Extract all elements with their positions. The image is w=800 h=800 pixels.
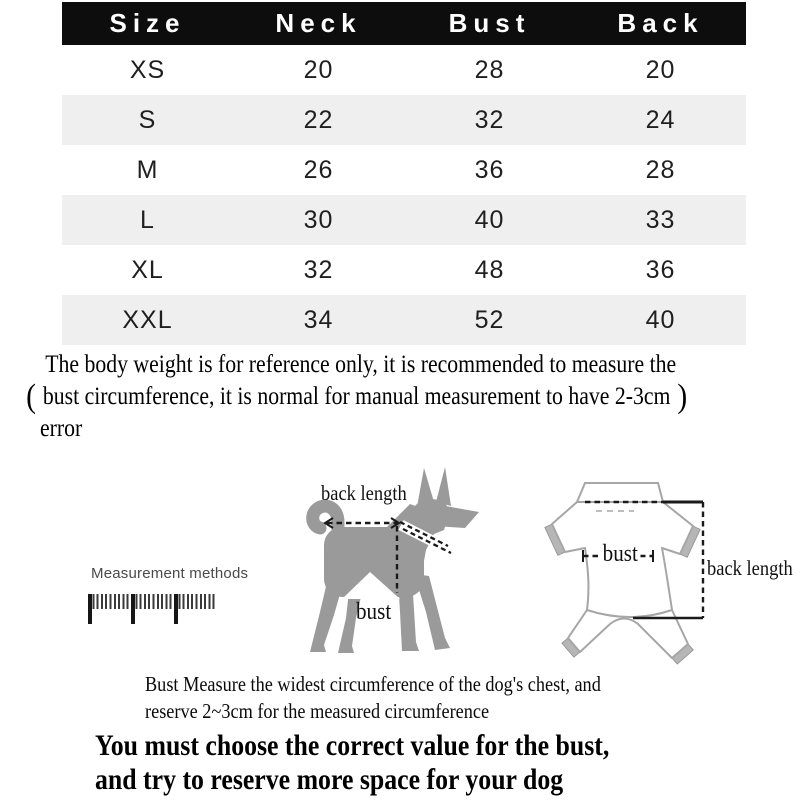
garment-bust-label: bust [600, 541, 640, 568]
bust-cell: 28 [474, 55, 505, 84]
header-back: Back [617, 8, 704, 38]
neck-cell: 34 [303, 305, 334, 334]
dog-bust-label: bust [356, 599, 392, 625]
note-line-2-text: bust circumference, it is normal for manual measurement to have 2-3cm [42, 383, 671, 410]
neck-cell: 20 [303, 55, 334, 84]
table-row-m [62, 145, 746, 195]
table-row-xxl [62, 295, 746, 345]
size-cell: M [136, 155, 159, 184]
note-line-3: error [40, 415, 83, 442]
size-cell: L [140, 205, 155, 234]
warning-line-2: and try to reserve more space for your dog [95, 763, 564, 796]
close-paren: ) [677, 378, 688, 415]
table-row-xl [62, 245, 746, 295]
header-bust: Bust [448, 8, 531, 38]
neck-cell: 26 [303, 155, 334, 184]
table-row-xs [62, 45, 746, 95]
note-line-2 [0, 378, 696, 415]
open-paren: ( [26, 378, 36, 415]
back-cell: 40 [645, 305, 676, 334]
garment-back-length-label: back length [707, 556, 793, 580]
ruler-icon [88, 594, 216, 624]
note-line-1: The body weight is for reference only, it is recommended to measure the [45, 351, 677, 378]
reference-note [0, 349, 800, 445]
size-cell: XS [129, 55, 166, 84]
bust-cell: 48 [474, 255, 505, 284]
back-cell: 36 [645, 255, 676, 284]
measurement-methods-label: Measurement methods [91, 565, 249, 582]
header-neck: Neck [275, 8, 362, 38]
bust-cell: 52 [474, 305, 505, 334]
bust-measure-note [145, 671, 669, 725]
size-cell: XL [131, 255, 164, 284]
header-size: Size [109, 8, 186, 38]
neck-cell: 30 [303, 205, 334, 234]
warning-line-1: You must choose the correct value for the bust, [95, 729, 610, 762]
back-cell: 33 [645, 205, 676, 234]
bust-note-line-2: reserve 2~3cm for the measured circumference [145, 699, 490, 723]
neck-cell: 32 [303, 255, 334, 284]
bust-note-line-1: Bust Measure the widest circumference of the dog's chest, and [145, 672, 601, 696]
warning-text [95, 729, 693, 797]
size-table-header [62, 2, 746, 45]
table-row-l [62, 195, 746, 245]
bust-cell: 32 [474, 105, 505, 134]
table-row-s [62, 95, 746, 145]
bust-cell: 36 [474, 155, 505, 184]
size-cell: S [138, 105, 157, 134]
neck-cell: 22 [303, 105, 334, 134]
back-cell: 28 [645, 155, 676, 184]
bust-cell: 40 [474, 205, 505, 234]
dog-back-length-label: back length [321, 481, 407, 505]
back-cell: 24 [645, 105, 676, 134]
size-table [62, 2, 746, 345]
back-cell: 20 [645, 55, 676, 84]
size-cell: XXL [122, 305, 173, 334]
